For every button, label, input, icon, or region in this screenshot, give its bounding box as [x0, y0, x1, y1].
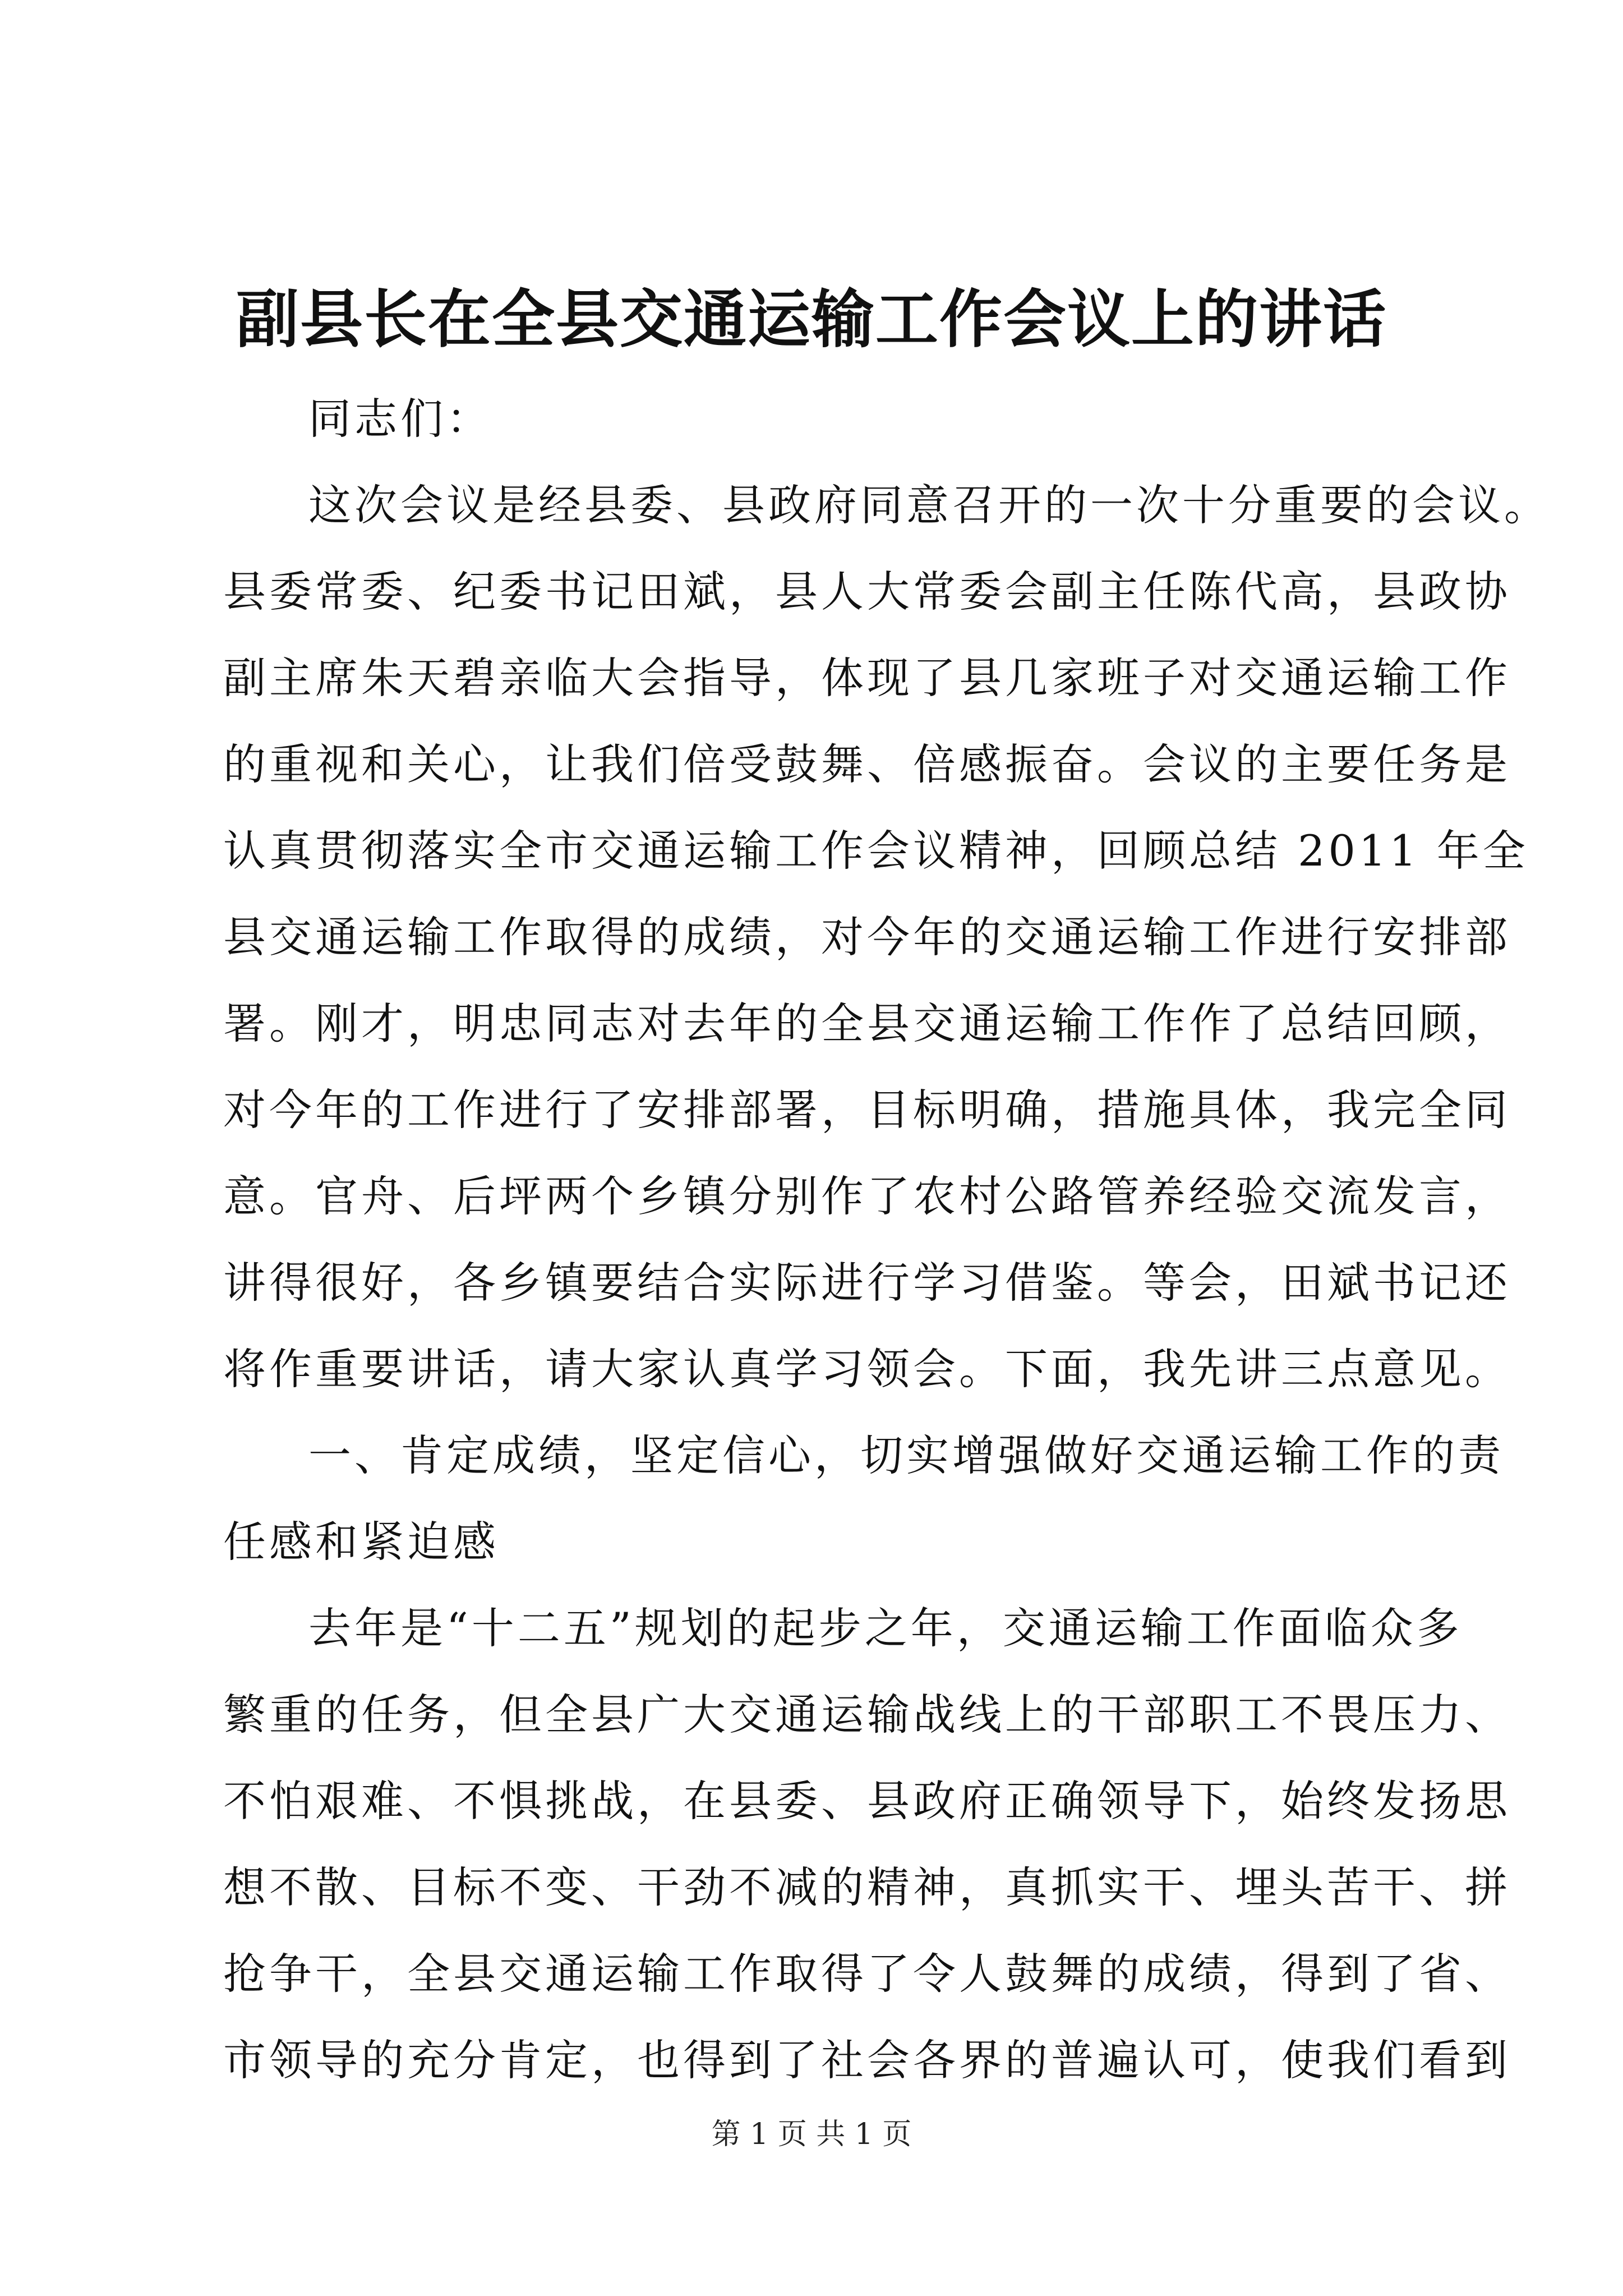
paragraph-line: 认真贯彻落实全市交通运输工作会议精神，回顾总结 2011 年全 — [223, 826, 1529, 876]
paragraph-line: 去年是“十二五”规划的起步之年，交通运输工作面临众多 — [308, 1603, 1463, 1653]
paragraph-line: 意。官舟、后坪两个乡镇分别作了农村公路管养经验交流发言， — [223, 1171, 1511, 1221]
paragraph-line: 副主席朱天碧亲临大会指导，体现了县几家班子对交通运输工作 — [223, 653, 1511, 703]
paragraph-line: 繁重的任务，但全县广大交通运输战线上的干部职工不畏压力、 — [223, 1690, 1511, 1740]
paragraph-line: 县交通运输工作取得的成绩，对今年的交通运输工作进行安排部 — [223, 912, 1511, 962]
document-body — [223, 376, 1550, 2104]
section-heading-line: 任感和紧迫感 — [223, 1517, 499, 1567]
paragraph-line: 抢争干，全县交通运输工作取得了令人鼓舞的成绩，得到了省、 — [223, 1949, 1511, 1999]
document-title: 副县长在全县交通运输工作会议上的讲话 — [236, 283, 1387, 356]
section-heading-line: 一、肯定成绩，坚定信心，切实增强做好交通运输工作的责 — [308, 1430, 1504, 1480]
paragraph-line: 将作重要讲话，请大家认真学习领会。下面，我先讲三点意见。 — [223, 1344, 1511, 1394]
paragraph-line: 的重视和关心，让我们倍受鼓舞、倍感振奋。会议的主要任务是 — [223, 739, 1511, 789]
paragraph-line: 对今年的工作进行了安排部署，目标明确，措施具体，我完全同 — [223, 1085, 1511, 1135]
paragraph-line: 想不散、目标不变、干劲不减的精神，真抓实干、埋头苦干、拼 — [223, 1862, 1511, 1912]
paragraph-line: 署。刚才，明忠同志对去年的全县交通运输工作作了总结回顾， — [223, 999, 1511, 1048]
paragraph-line: 不怕艰难、不惧挑战，在县委、县政府正确领导下，始终发扬思 — [223, 1776, 1511, 1826]
page-number-footer: 第 1 页 共 1 页 — [711, 2118, 912, 2151]
paragraph-line: 讲得很好，各乡镇要结合实际进行学习借鉴。等会，田斌书记还 — [223, 1258, 1511, 1308]
paragraph-line: 县委常委、纪委书记田斌，县人大常委会副主任陈代高，县政协 — [223, 567, 1511, 616]
salutation-line: 同志们： — [308, 394, 492, 444]
paragraph-line: 这次会议是经县委、县政府同意召开的一次十分重要的会议。 — [308, 480, 1550, 530]
paragraph-line: 市领导的充分肯定，也得到了社会各界的普遍认可，使我们看到 — [223, 2035, 1511, 2085]
